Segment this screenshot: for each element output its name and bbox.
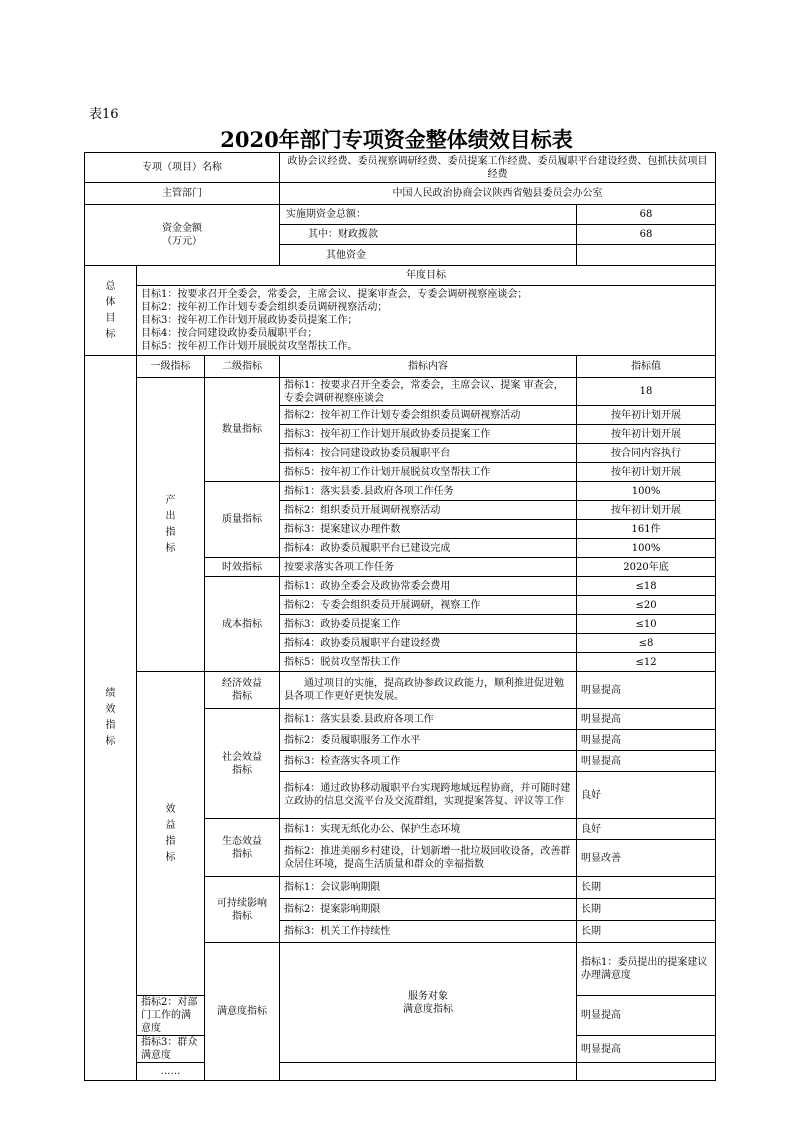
- indicator-value: 按年初计划开展: [577, 501, 716, 520]
- indicator-value: 长期: [577, 921, 716, 943]
- indicator-value: ≤12: [577, 653, 716, 672]
- funds-label: 资金金额 （万元）: [85, 205, 280, 266]
- indicator-content: 通过项目的实施，提高政协参政议政能力，顺利推进促进勉县各项工作更好更快发展。: [280, 672, 577, 709]
- indicator-content: 指标5：脱贫攻坚帮扶工作: [280, 653, 577, 672]
- indicator-content: 指标2：委员履职服务工作水平: [280, 730, 577, 751]
- indicator-value: 长期: [577, 899, 716, 921]
- empty-cell: [577, 1063, 716, 1081]
- performance-table: [84, 152, 716, 1081]
- indicator-content: 指标3：机关工作持续性: [280, 921, 577, 943]
- indicator-content: 指标1：落实县委.县政府各项工作任务: [280, 482, 577, 501]
- header-value: 指标值: [577, 356, 716, 378]
- indicator-content: 指标4：通过政协移动履职平台实现跨地域远程协商，并可随时建立政协的信息交流平台及交流群组，实现提案答复、评议等工作: [280, 772, 577, 819]
- indicator-content: 指标2：提案影响期限: [280, 899, 577, 921]
- indicator-value: 长期: [577, 877, 716, 899]
- indicator-content: 指标3：按年初工作计划开展政协委员提案工作: [280, 425, 577, 444]
- eco-label: 生态效益 指标: [205, 819, 280, 877]
- header-level2: 二级指标: [205, 356, 280, 378]
- indicator-value: 100%: [577, 539, 716, 558]
- economic-label: 经济效益 指标: [205, 672, 280, 709]
- indicator-value: 2020年底: [577, 558, 716, 577]
- overall-goal-label: 总 体 目 标: [85, 266, 137, 356]
- indicator-content: 指标4：按合同建设政协委员履职平台: [280, 444, 577, 463]
- indicator-content: 指标5：按年初工作计划开展脱贫攻坚帮扶工作: [280, 463, 577, 482]
- indicator-value: 按年初计划开展: [577, 425, 716, 444]
- indicator-value: ≤18: [577, 577, 716, 596]
- funds-other-label: 其他资金: [280, 245, 577, 266]
- indicator-content: 指标3：检查落实各项工作: [280, 751, 577, 772]
- indicator-value: ≤10: [577, 615, 716, 634]
- indicator-value: 18: [577, 378, 716, 406]
- indicator-content: 指标1：按要求召开全委会，常委会，主席会议、提案 审查会，专委会调研视察座谈会: [280, 378, 577, 406]
- dept-value: 中国人民政治协商会议陕西省勉县委员会办公室: [280, 183, 716, 205]
- table-tag: 表16: [89, 107, 119, 122]
- indicator-content: 指标3：政协委员提案工作: [280, 615, 577, 634]
- time-label: 时效指标: [205, 558, 280, 577]
- funds-other-value: [577, 245, 716, 266]
- project-value: 政协会议经费、委员视察调研经费、委员提案工作经费、委员履职平台建设经费、包抓扶贫项目经费: [280, 153, 716, 183]
- perf-label: 绩 效 指 标: [85, 356, 137, 1081]
- benefit-label: 效 益 指 标: [137, 672, 205, 996]
- cost-label: 成本指标: [205, 577, 280, 672]
- indicator-value: 明显提高: [577, 672, 716, 709]
- indicator-value: 良好: [577, 819, 716, 840]
- indicator-value: 明显提高: [577, 1036, 716, 1063]
- quality-label: 质量指标: [205, 482, 280, 558]
- page-title: 2020年部门专项资金整体绩效目标表: [220, 127, 573, 152]
- funds-total-value: 68: [577, 205, 716, 225]
- indicator-content: 指标2：按年初工作计划专委会组织委员调研视察活动: [280, 406, 577, 425]
- service-label: 服务对象 满意度指标: [280, 943, 577, 1063]
- overall-goal-header: 年度目标: [137, 266, 716, 286]
- overall-goal-text: 目标1：按要求召开全委会，常委会，主席会议、提案审查会，专委会调研视察座谈会； 目标2：按年初工作计划专委会组织委员调研视察活动； 目标3：按年初工作计划开展政协委员提案工作； 目标4：按合同建设政协委员履职平台； 目标5：按年初工作计划开展脱贫攻坚帮扶工作。: [137, 286, 716, 356]
- indicator-content: 指标2：专委会组织委员开展调研，视察工作: [280, 596, 577, 615]
- dept-label: 主管部门: [85, 183, 280, 205]
- indicator-content: 指标2：对部门工作的满意度: [137, 996, 205, 1036]
- indicator-content: 指标3：群众满意度: [137, 1036, 205, 1063]
- social-label: 社会效益 指标: [205, 709, 280, 819]
- funds-fiscal-value: 68: [577, 225, 716, 245]
- indicator-content: 指标1：委员提出的提案建议办理满意度: [577, 943, 716, 996]
- indicator-value: 按年初计划开展: [577, 463, 716, 482]
- indicator-value: ≤20: [577, 596, 716, 615]
- indicator-content: 指标3：提案建议办理件数: [280, 520, 577, 539]
- sustain-label: 可持续影响 指标: [205, 877, 280, 943]
- indicator-value: 明显改善: [577, 840, 716, 877]
- indicator-value: ≤8: [577, 634, 716, 653]
- indicator-content: 指标1：落实县委.县政府各项工作: [280, 709, 577, 730]
- indicator-content: 指标4：政协委员履职平台建设经费: [280, 634, 577, 653]
- funds-total-label: 实施期资金总额：: [280, 205, 577, 225]
- indicator-content: 指标1：会议影响期限: [280, 877, 577, 899]
- indicator-value: 100%: [577, 482, 716, 501]
- funds-fiscal-label: 其中：财政拨款: [280, 225, 577, 245]
- indicator-value: 按合同内容执行: [577, 444, 716, 463]
- header-content: 指标内容: [280, 356, 577, 378]
- indicator-value: 按年初计划开展: [577, 406, 716, 425]
- indicator-content: 指标1：实现无纸化办公、保护生态环境: [280, 819, 577, 840]
- indicator-value: 161件: [577, 520, 716, 539]
- indicator-content: 指标1：政协全委会及政协常委会费用: [280, 577, 577, 596]
- indicator-value: 良好: [577, 772, 716, 819]
- indicator-content: 指标4：政协委员履职平台已建设完成: [280, 539, 577, 558]
- ellipsis: ……: [137, 1063, 205, 1081]
- indicator-value: 明显提高: [577, 709, 716, 730]
- indicator-value: 明显提高: [577, 730, 716, 751]
- indicator-value: 明显提高: [577, 751, 716, 772]
- satisfaction-label: 满意度指标: [205, 943, 280, 1081]
- empty-cell: [280, 1063, 577, 1081]
- indicator-content: 指标2：推进美丽乡村建设，计划新增一批垃圾回收设备，改善群众居住环境，提高生活质量和群众的幸福指数: [280, 840, 577, 877]
- project-label: 专项（项目）名称: [85, 153, 280, 183]
- indicator-content: 指标2：组织委员开展调研视察活动: [280, 501, 577, 520]
- indicator-content: 按要求落实各项工作任务: [280, 558, 577, 577]
- quantity-label: 数量指标: [205, 378, 280, 482]
- indicator-value: 明显提高: [577, 996, 716, 1036]
- output-label: 产 出 指 标: [137, 378, 205, 672]
- header-level1: 一级指标: [137, 356, 205, 378]
